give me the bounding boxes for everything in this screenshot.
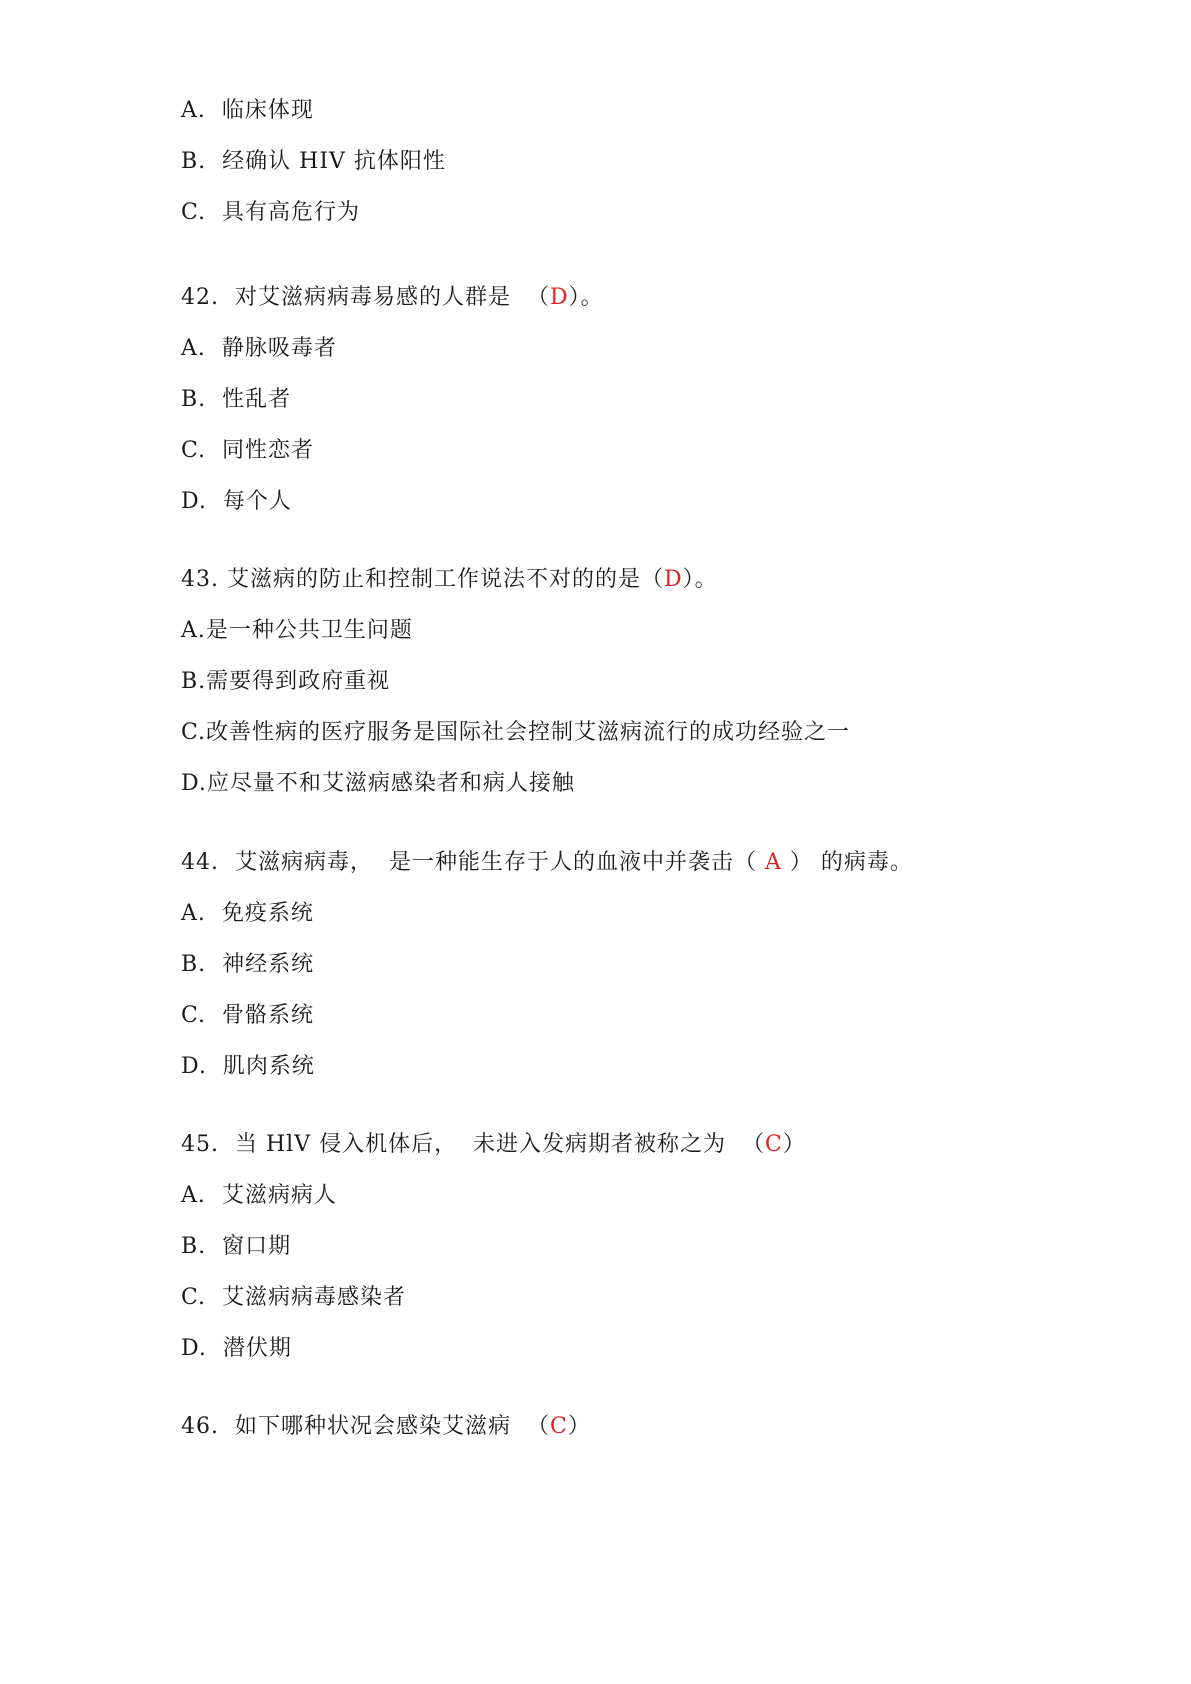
question-text: 42. 对艾滋病病毒易感的人群是 （ bbox=[181, 285, 550, 310]
question-tail: ） 的病毒。 bbox=[781, 850, 913, 875]
option-line: B. 经确认 HIV 抗体阳性 bbox=[181, 149, 446, 174]
question-46 bbox=[181, 1413, 591, 1441]
answer-mark: D bbox=[549, 285, 569, 310]
option-line: C.改善性病的医疗服务是国际社会控制艾滋病流行的成功经验之一 bbox=[181, 720, 851, 745]
question-42 bbox=[181, 284, 604, 312]
question-text: 44. 艾滋病病毒， 是一种能生存于人的血液中并袭击（ bbox=[181, 850, 765, 875]
option-line: A. 艾滋病病人 bbox=[181, 1183, 337, 1208]
question-43 bbox=[181, 566, 718, 594]
option-line: B.需要得到政府重视 bbox=[181, 669, 391, 694]
option-line: B. 性乱者 bbox=[181, 387, 292, 412]
option-line: B. 窗口期 bbox=[181, 1234, 292, 1259]
option-line: C. 艾滋病病毒感染者 bbox=[181, 1285, 407, 1310]
question-text: 43. 艾滋病的防止和控制工作说法不对的的是（ bbox=[181, 567, 664, 592]
option-line: A. 免疫系统 bbox=[181, 901, 314, 926]
answer-mark: D bbox=[663, 567, 683, 592]
answer-mark: C bbox=[549, 1414, 568, 1439]
option-line: A.是一种公共卫生问题 bbox=[181, 618, 413, 643]
answer-mark: C bbox=[765, 1132, 783, 1157]
answer-mark: A bbox=[764, 850, 782, 875]
option-line: A. 静脉吸毒者 bbox=[181, 336, 337, 361]
option-line: A. 临床体现 bbox=[181, 98, 314, 123]
option-line: C. 具有高危行为 bbox=[181, 200, 361, 225]
question-text: 45. 当 HlV 侵入机体后， 未进入发病期者被称之为 （ bbox=[181, 1132, 766, 1157]
option-line: D. 潜伏期 bbox=[181, 1336, 292, 1361]
question-text: 46. 如下哪种状况会感染艾滋病 （ bbox=[181, 1414, 550, 1439]
question-tail: ） bbox=[782, 1132, 806, 1157]
question-tail: ）。 bbox=[682, 567, 718, 592]
question-tail: ）。 bbox=[568, 285, 604, 310]
question-44 bbox=[181, 849, 913, 877]
question-tail: ） bbox=[567, 1414, 591, 1439]
option-line: D. 肌肉系统 bbox=[181, 1054, 315, 1079]
question-45 bbox=[181, 1131, 806, 1159]
option-line: C. 骨骼系统 bbox=[181, 1003, 315, 1028]
option-line: B. 神经系统 bbox=[181, 952, 315, 977]
option-line: C. 同性恋者 bbox=[181, 438, 315, 463]
option-line: D.应尽量不和艾滋病感染者和病人接触 bbox=[181, 771, 575, 796]
option-line: D. 每个人 bbox=[181, 489, 292, 514]
